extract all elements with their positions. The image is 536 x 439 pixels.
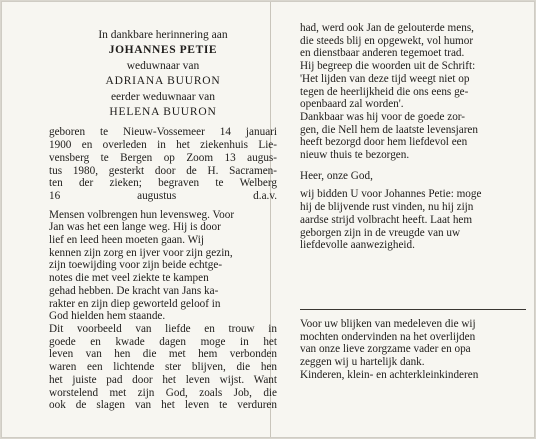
divider-line (300, 309, 526, 310)
gratitude-paragraph: Dankbaar was hij voor de goede zor- gen, die Nell hem de laatste levensjaren heeft bezorgd door hem liefdevol een nieuw thuis te bezorgen. (300, 110, 478, 162)
thanks-paragraph: Voor uw blijken van medeleven die wij mochten ondervinden na het overlijden van onze lieve zorgzame vader en opa zeggen wij u hartelijk dank. (300, 318, 476, 369)
prayer-paragraph: wij bidden U voor Johannes Petie: moge hij de blijvende rust vinden, nu hij zijn aardse strijd volbracht heeft. Laat hem geborgen zijn in de vreugde van uw liefdevolle aanwezigheid. (300, 188, 482, 252)
relation-line-2: eerder weduwnaar van (110, 90, 216, 103)
life-path-paragraph: Mensen volbrengen hun levensweg. Voor Jan was het een lange weg. Hij is door lief en leed heen moeten gaan. Wij kennen zijn zorg en ijver voor zijn gezin, zijn toewijding voor zijn beide echtge- notes die met veel ziekte te kampen gehad hebben. De kracht van Jans ka- rakter en zijn diep geworteld geloof in God hielden hem staande. (49, 208, 235, 323)
family-signature: Kinderen, klein- en achterkleinkinderen (300, 368, 479, 381)
biography-paragraph: geboren te Nieuw-Vossemeer 14 januari 1900 en overleden in het ziekenhuis Lie- vensberg te Bergen op Zoom 13 augus- tus 1980, gesterkt door de H. Sacramen- ten der zieken; begraven te Welberg 16 augustus d.a.v. (49, 126, 277, 202)
card-heading (49, 28, 277, 120)
left-page (49, 28, 277, 412)
spouse-name-2: HELENA BUURON (109, 106, 217, 119)
thanks-section (300, 318, 526, 382)
example-paragraph: Dit voorbeeld van liefde en trouw in goede en kwade dagen moge in het leven van hen die met hem verbonden waren een lichtende ster blijven, die hen het juiste pad door het leven wijst. Want worstelend met zijn God, zoals Job, die ook de slagen van het leven te verduren (49, 322, 277, 412)
spouse-name-1: ADRIANA BUURON (105, 75, 221, 88)
prayer-opening: Heer, onze God, (300, 169, 373, 182)
heading-intro: In dankbare herinnering aan (98, 29, 228, 41)
scripture-paragraph: had, werd ook Jan de gelouterde mens, die steeds blij en opgewekt, vol humor en dienstbaar anderen tegemoet trad. Hij begreep die woorden uit de Schrift: 'Het lijden van deze tijd weegt niet op tegen de heerlijkheid die ons eens ge- openbaard zal worden'. (300, 22, 476, 111)
right-page (300, 22, 528, 381)
deceased-name: JOHANNES PETIE (108, 44, 218, 57)
memorial-card (2, 2, 534, 437)
relation-line-1: weduwnaar van (126, 59, 200, 72)
